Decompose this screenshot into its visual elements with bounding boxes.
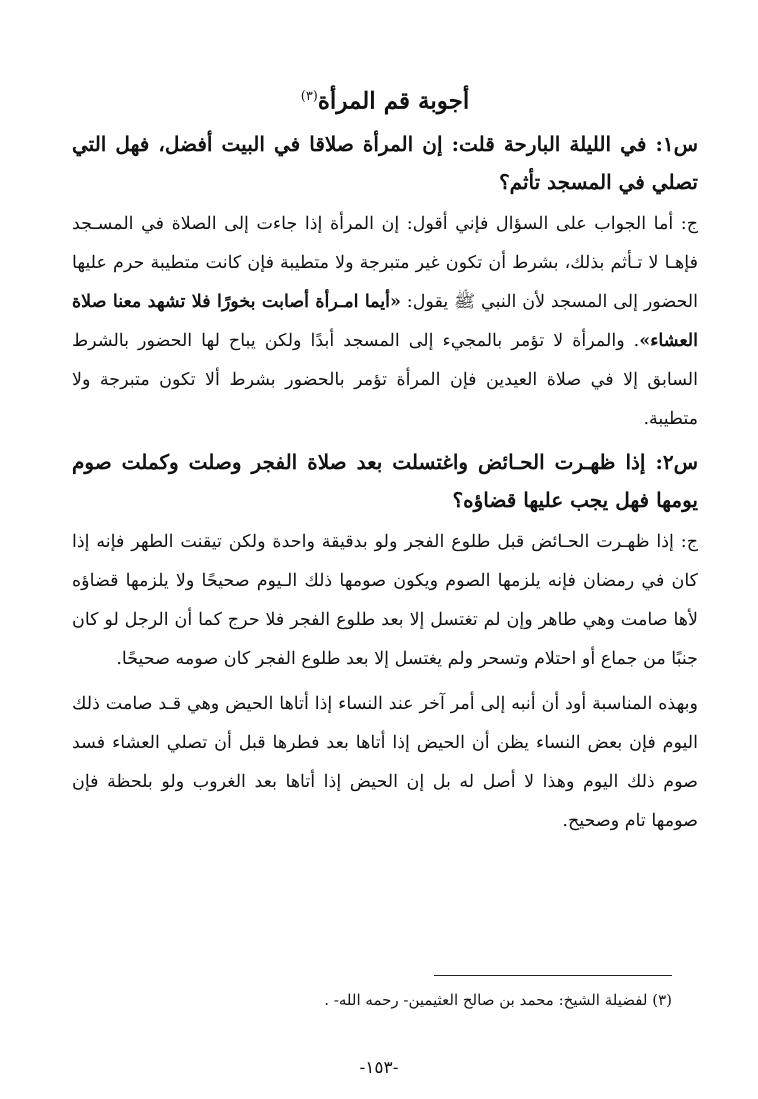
title-text: أجوبة قم المرأة [317,87,470,115]
question-1: س١: في الليلة البارحة قلت: إن المرأة صلاقا في البيت أفضل، فهل التي تصلي في المسجد تأثم؟ [72,131,698,194]
title-footnote-marker: (٣) [300,89,318,104]
page-number: -١٥٣- [359,1058,399,1078]
answer-1 [72,205,698,439]
answer-1-intro: ج: أما الجواب على السؤال فإني أقول: إن المرأة إذا جاءت إلى الصلاة في المسـجد فإهـا لا تـأثم بذلك، بشرط أن تكون غير متبرجة ولا متطيبة فإن كانت متطيبة حرم عليها الحضور إلى المسجد لأن النبي ﷺ يقول: [72,213,698,312]
note-paragraph: وبهذه المناسبة أود أن أنبه إلى أمر آخر عند النساء إذا أتاها الحيض وهي قـد صامت ذلك اليوم فإن بعض النساء يظن أن الحيض إذا أتاها بعد فطرها قبل أن تصلي العشاء فسد صوم ذلك اليوم وهذا لا أصل له بل إن الحيض إذا أتاها بعد الغروب ولو بلحظة فإن صومها تام وصحيح. [72,693,698,831]
question-2: س٢: إذا ظهـرت الحـائض واغتسلت بعد صلاة الفجر وصلت وكملت صوم يومها فهل يجب عليها قضاؤه؟ [72,449,699,512]
answer-1-rest: . والمرأة لا تؤمر بالمجيء إلى المسجد أبدًا ولكن يباح لها الحضور بالشرط السابق إلا في صلاة العيدين فإن المرأة تؤمر بالحضور بشرط ألا تكون متبرجة ولا متطيبة. [72,330,698,429]
footnote-divider [434,975,672,976]
footnote: (٣) لفضيلة الشيخ: محمد بن صالح العثيمين- رحمه الله- . [324,991,672,1009]
answer-2: ج: إذا ظهـرت الحـائض قبل طلوع الفجر ولو بدقيقة واحدة ولكن تيقنت الطهر فإنه إذا كان في رمضان فإنه يلزمها الصوم ويكون صومها ذلك الـيوم صحيحًا ولا يلزمها قضاؤه لأها صامت وهي طاهر وإن لم تغتسل إلا بعد طلوع الفجر فلا حرج كما أن الرجل لو كان جنبًا من جماع أو احتلام وتسحر ولم يغتسل إلا بعد طلوع الفجر كان صومه صحيحًا. [72,531,698,669]
answer-1-hadith: «أيما امـرأة أصابت بخورًا فلا تشهد معنا صلاة العشاء» [72,291,698,351]
page-body [72,70,698,841]
page-title [72,80,698,119]
